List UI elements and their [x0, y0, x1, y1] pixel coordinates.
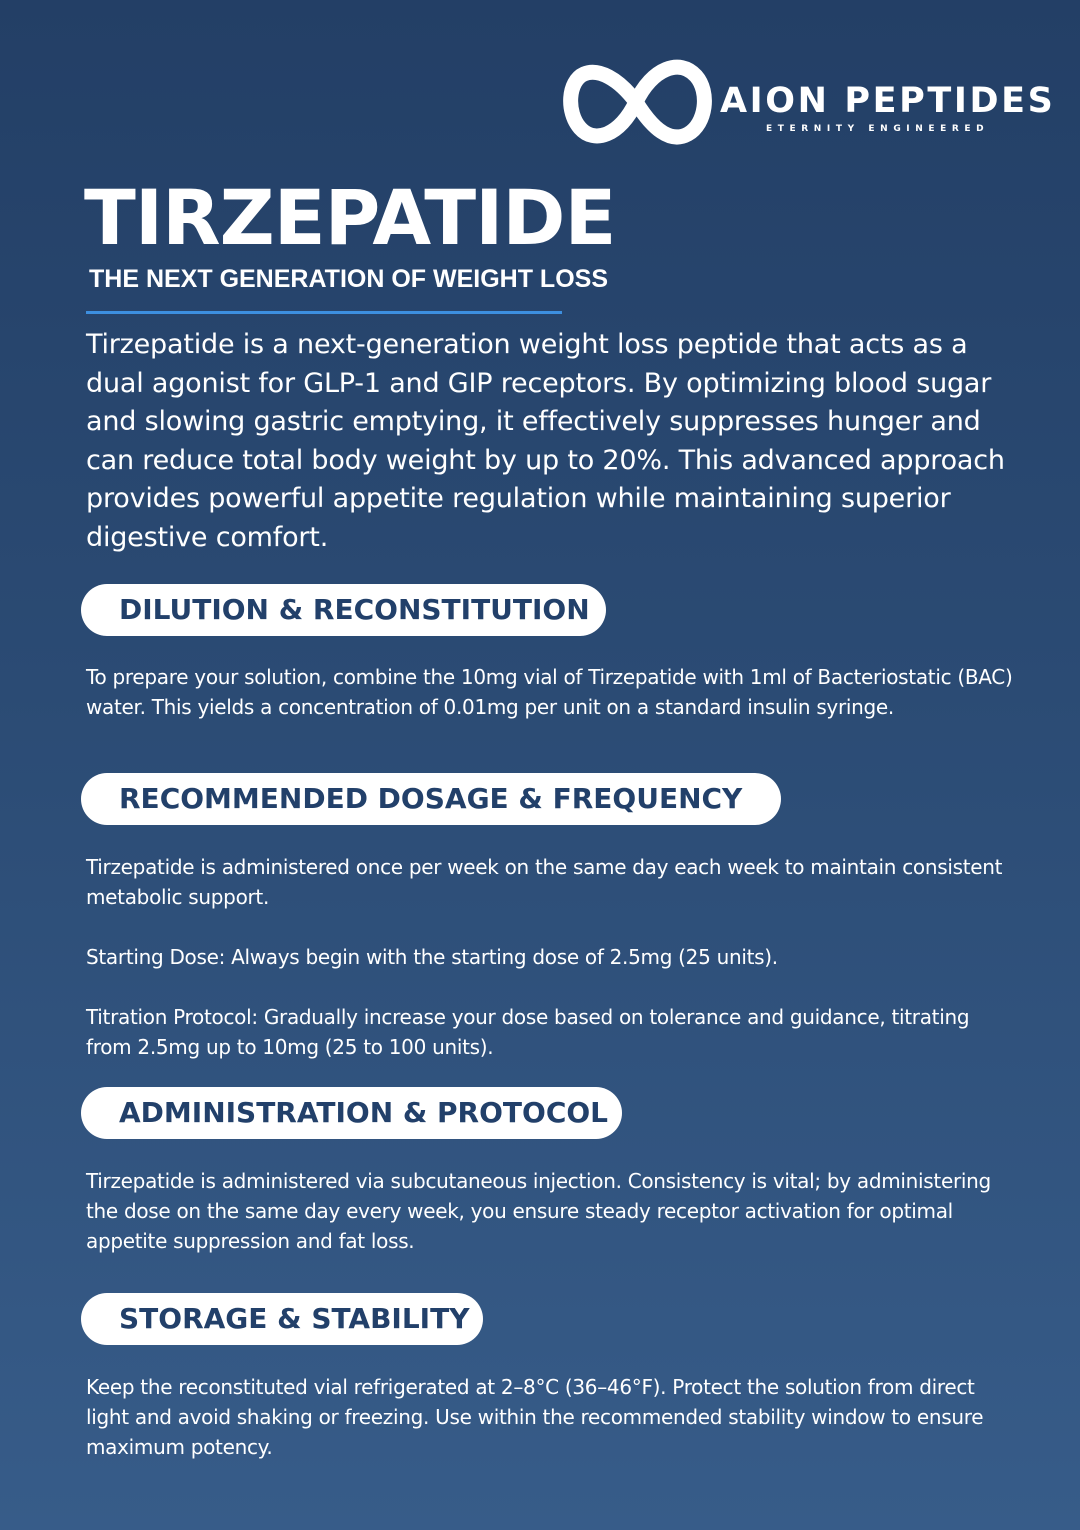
- brand-tagline: ETERNITY ENGINEERED: [766, 124, 990, 134]
- page-subtitle: THE NEXT GENERATION OF WEIGHT LOSS: [89, 265, 608, 293]
- section-heading-dilution: [81, 584, 606, 636]
- infinity-icon: [560, 50, 712, 154]
- section-heading-storage: [81, 1293, 483, 1345]
- storage-text: Keep the reconstituted vial refrigerated at 2–8°C (36–46°F). Protect the solution from direct light and avoid shaking or freezing. Use within the recommended stability window to ensure maximum potency.: [86, 1375, 984, 1459]
- brand-name: AION PEPTIDES: [720, 81, 1056, 121]
- dosage-text: Tirzepatide is administered once per week on the same day each week to maintain consistent metabolic support.: [86, 855, 1003, 909]
- title-divider: [86, 311, 562, 314]
- intro-paragraph: Tirzepatide is a next-generation weight loss peptide that acts as a dual agonist for GLP-1 and GIP receptors. By optimizing blood sugar and slowing gastric emptying, it effectively suppresses hunger and can reduce total body weight by up to 20%. This advanced approach provides powerful appetite regulation while maintaining superior digestive comfort.: [86, 329, 1005, 553]
- dilution-text: To prepare your solution, combine the 10mg vial of Tirzepatide with 1ml of Bacteriostatic (BAC) water. This yields a concentration of 0.01mg per unit on a standard insulin syringe.: [86, 665, 1013, 719]
- section-heading-label: STORAGE & STABILITY: [119, 1302, 470, 1335]
- brand-logo: [560, 50, 1056, 160]
- section-heading-label: DILUTION & RECONSTITUTION: [119, 593, 590, 626]
- titration-text: Titration Protocol: Gradually increase your dose based on tolerance and guidance, titrating from 2.5mg up to 10mg (25 to 100 units).: [86, 1005, 970, 1059]
- section-heading-label: RECOMMENDED DOSAGE & FREQUENCY: [119, 782, 743, 815]
- page-title: TIRZEPATIDE: [84, 173, 616, 262]
- section-heading-dosage: [81, 773, 781, 825]
- administration-text: Tirzepatide is administered via subcutaneous injection. Consistency is vital; by administering the dose on the same day every week, you ensure steady receptor activation for optimal appetite suppression and fat loss.: [86, 1169, 991, 1253]
- section-heading-label: ADMINISTRATION & PROTOCOL: [119, 1096, 609, 1129]
- starting-dose-text: Starting Dose: Always begin with the starting dose of 2.5mg (25 units).: [86, 945, 778, 969]
- section-heading-administration: [81, 1087, 622, 1139]
